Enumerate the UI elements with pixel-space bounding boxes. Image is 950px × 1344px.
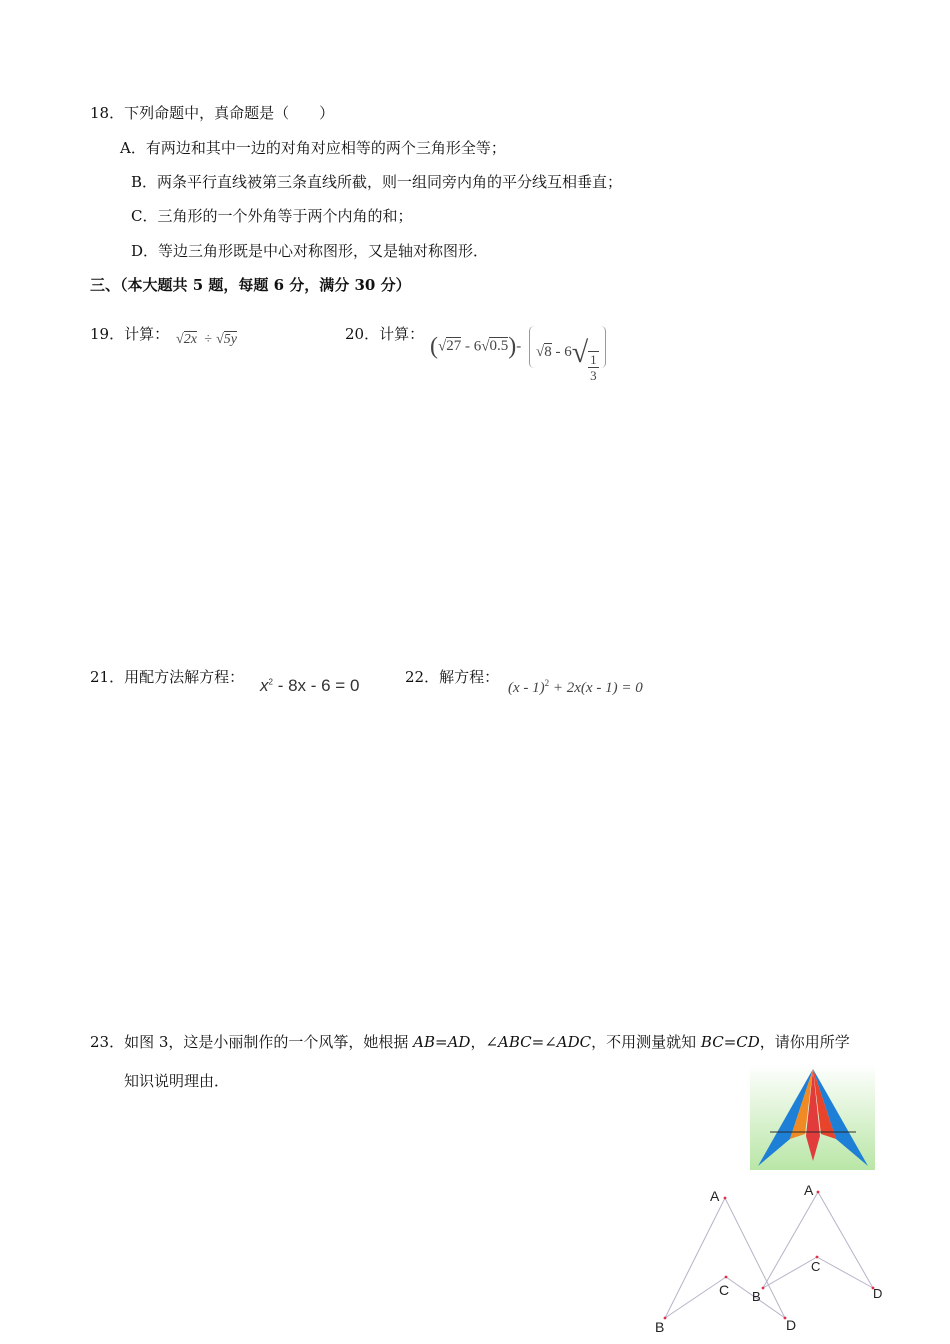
numerator: 1 — [590, 352, 597, 367]
geometry-figure — [645, 1180, 895, 1340]
equation-rest: - 8x - 6 = 0 — [277, 676, 360, 695]
sqrt-sign: √ — [438, 338, 447, 355]
minus-sign: - — [464, 338, 470, 355]
left-label-d: D — [786, 1317, 797, 1333]
minus-sign: - — [555, 344, 561, 360]
open-paren: ( — [430, 333, 438, 360]
q20-expression — [430, 326, 606, 383]
radicand: 27 — [446, 338, 462, 355]
q23-text: 23．如图 3，这是小丽制作的一个风筝，她根据 — [90, 1033, 414, 1051]
fraction — [588, 351, 599, 383]
section-3-heading: 三、（本大题共 5 题，每题 6 分，满分 30 分） — [90, 276, 411, 294]
q18-option-a: A．有两边和其中一边的对角对应相等的两个三角形全等； — [120, 139, 506, 157]
coefficient: 6 — [564, 344, 572, 360]
left-quadrilateral — [665, 1198, 785, 1318]
q23-text: ， — [470, 1033, 486, 1051]
right-label-c: C — [811, 1259, 821, 1274]
equation-rest: + 2x(x - 1) = 0 — [552, 680, 643, 696]
radicand: 2x — [183, 332, 197, 347]
q23-math: ∠ABC=∠ADC — [485, 1033, 592, 1051]
q20-label: 20．计算： — [345, 325, 425, 343]
q23-text: ，请你用所学 — [759, 1033, 850, 1051]
q23-line1 — [90, 1031, 850, 1052]
factor: (x - 1) — [508, 680, 545, 696]
left-label-b: B — [655, 1319, 665, 1335]
sqrt-sign: √ — [481, 338, 490, 355]
kite-picture — [750, 1064, 875, 1170]
bracket-group: √8 - 6√ $\frac{1}{3}$ — [529, 326, 606, 368]
q21-label: 21．用配方法解方程： — [90, 668, 245, 686]
radicand: 0.5 — [489, 338, 509, 355]
q21-equation — [260, 676, 359, 696]
left-label-a: A — [710, 1188, 720, 1204]
q18-option-d: D．等边三角形既是中心对称图形，又是轴对称图形． — [131, 242, 489, 260]
q23-math: AB=AD — [413, 1033, 471, 1051]
divide-sign: ÷ — [204, 332, 213, 347]
right-label-b: B — [752, 1289, 761, 1304]
exponent: 2 — [268, 677, 273, 687]
q19-expression — [176, 332, 237, 348]
exponent: 2 — [544, 678, 550, 688]
radicand: 8 — [544, 344, 552, 360]
q23-line2: 知识说明理由． — [124, 1072, 230, 1090]
q18-option-b: B．两条平行直线被第三条直线所截，则一组同旁内角的平分线互相垂直； — [131, 173, 623, 191]
vertex-dots — [664, 1191, 875, 1320]
sqrt-sign: √ — [535, 344, 545, 360]
radicand: 5y — [223, 332, 237, 347]
sqrt-sign: √ — [216, 332, 224, 347]
q18-stem: 18．下列命题中，真命题是（ ） — [90, 104, 335, 122]
sqrt-sign: √ — [176, 332, 184, 347]
q23-math: BC=CD — [700, 1033, 760, 1051]
minus-sign: - — [516, 338, 522, 355]
q18-option-c: C．三角形的一个外角等于两个内角的和； — [131, 207, 413, 225]
q23-text: ，不用测量就知 — [591, 1033, 701, 1051]
variable: x — [260, 676, 269, 695]
close-paren: ) — [508, 333, 517, 360]
denominator: 3 — [590, 368, 597, 383]
right-label-d: D — [873, 1286, 883, 1301]
right-label-a: A — [804, 1182, 814, 1198]
q22-label: 22．解方程： — [405, 668, 500, 686]
q19-label: 19．计算： — [90, 325, 170, 343]
q22-equation — [508, 678, 643, 697]
coefficient: 6 — [473, 338, 482, 355]
left-label-c: C — [719, 1282, 730, 1298]
